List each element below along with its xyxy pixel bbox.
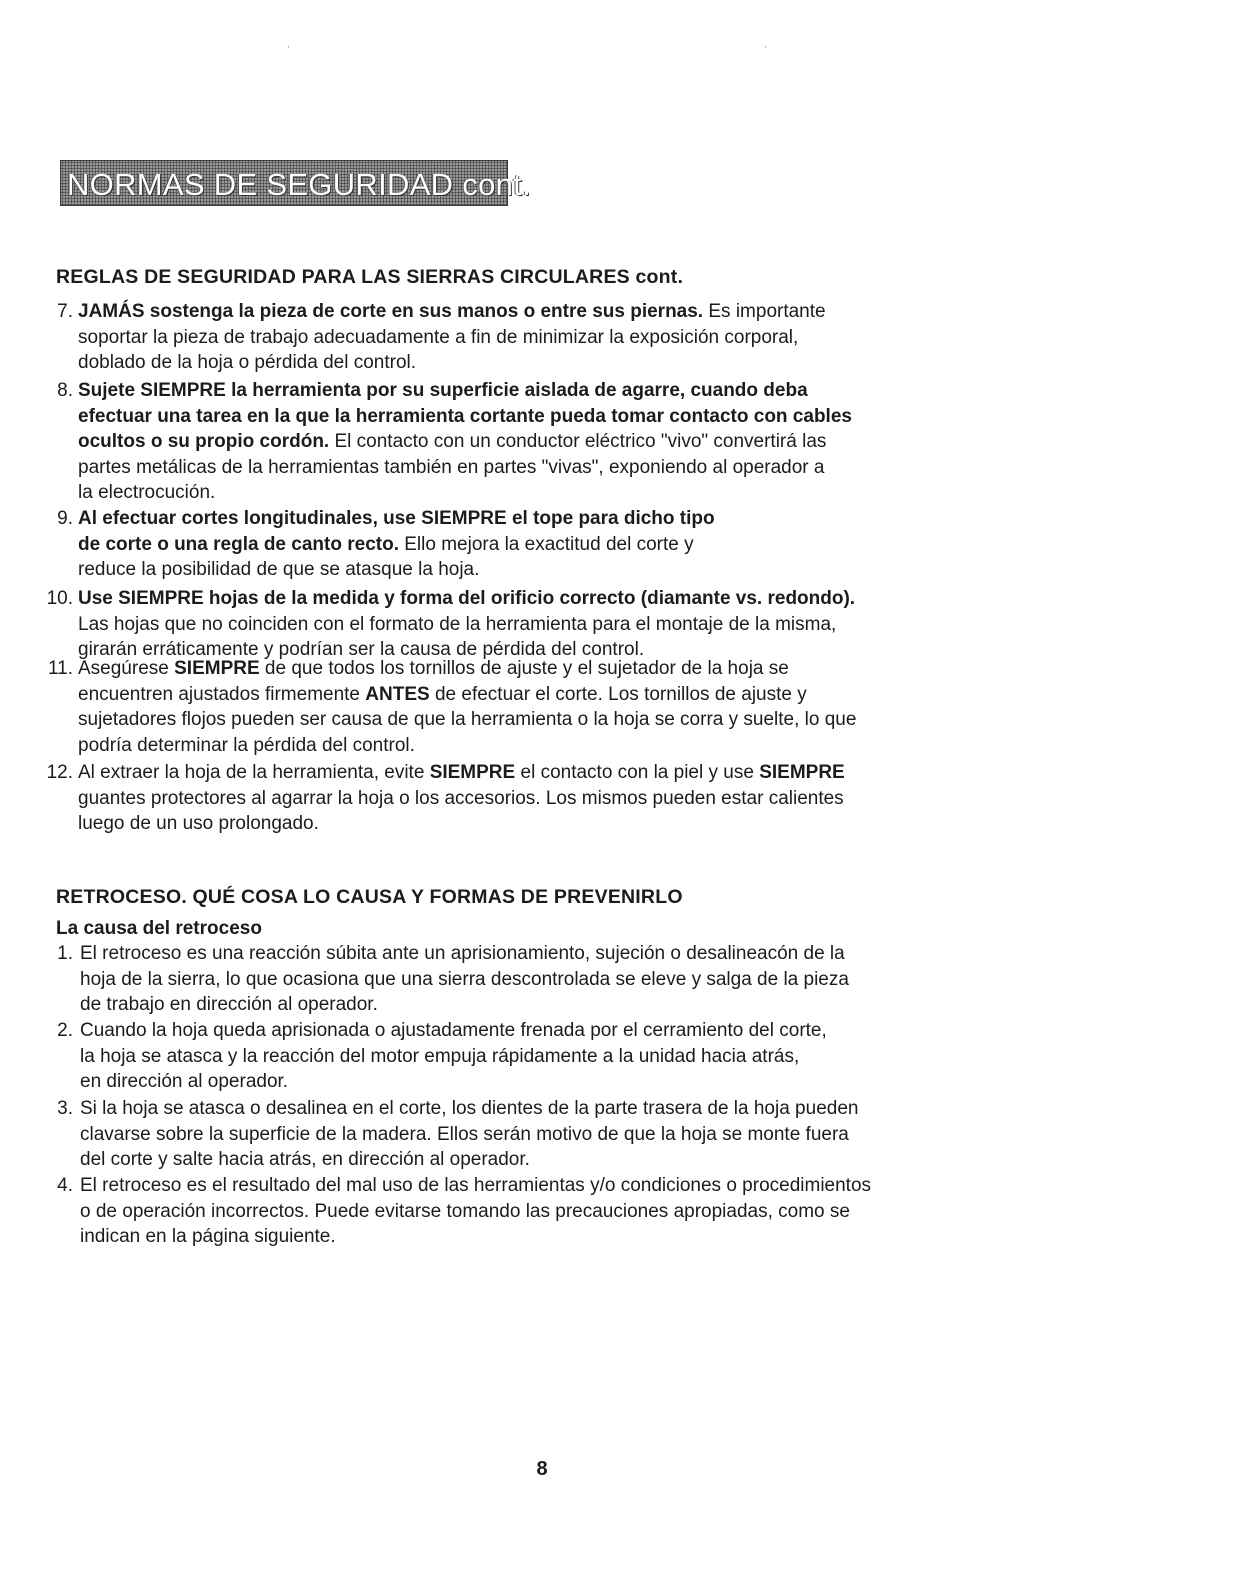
list-item bbox=[0, 760, 1020, 837]
text-run: luego de un uso prolongado. bbox=[78, 813, 319, 835]
text-run: la hoja se atasca y la reacción del motor empuja rápidamente a la unidad hacia atrás, bbox=[80, 1045, 800, 1067]
text-run: encuentren ajustados firmemente bbox=[78, 683, 366, 705]
item-line bbox=[78, 429, 1020, 455]
list-item bbox=[0, 506, 1020, 583]
item-line bbox=[78, 733, 1020, 759]
list-item bbox=[0, 1018, 1020, 1095]
section-heading-saw-rules: REGLAS DE SEGURIDAD PARA LAS SIERRAS CIRCULARES cont. bbox=[56, 266, 684, 288]
item-line bbox=[78, 350, 1020, 376]
item-line bbox=[78, 707, 1020, 733]
text-run: de que todos los tornillos de ajuste y el sujetador de la hoja se bbox=[259, 658, 789, 679]
item-number: 7. bbox=[57, 301, 73, 322]
section-banner bbox=[60, 160, 531, 206]
item-number: 10. bbox=[46, 588, 73, 609]
item-line bbox=[78, 557, 1020, 583]
text-run: Cuando la hoja queda aprisionada o ajustadamente frenada por el cerramiento del corte, bbox=[80, 1020, 827, 1041]
text-run: Ello mejora la exactitud del corte y bbox=[398, 533, 694, 555]
item-number: 8. bbox=[57, 380, 73, 401]
item-number: 9. bbox=[57, 508, 73, 529]
text-run: sujetadores flojos pueden ser causa de que la herramienta o la hoja se corra y suelte, lo que bbox=[78, 709, 857, 731]
section-heading-kickback: RETROCESO. QUÉ COSA LO CAUSA Y FORMAS DE PREVENIRLO bbox=[56, 886, 683, 908]
text-run: Es importante bbox=[703, 301, 826, 322]
item-line bbox=[80, 1069, 1020, 1095]
kickback-cause-subheading: La causa del retroceso bbox=[56, 918, 262, 939]
text-run: El retroceso es el resultado del mal uso de las herramientas y/o condiciones o procedimientos bbox=[80, 1175, 872, 1196]
scan-speck: ⋅ bbox=[764, 42, 767, 52]
item-line bbox=[80, 1122, 1020, 1148]
text-run: girarán erráticamente y podrían ser la causa de pérdida del control. bbox=[78, 639, 645, 661]
text-run: guantes protectores al agarrar la hoja o los accesorios. Los mismos pueden estar calientes bbox=[78, 787, 844, 809]
list-item bbox=[0, 586, 1020, 663]
item-line bbox=[78, 325, 1020, 351]
bold-text: Sujete SIEMPRE la herramienta por su superficie aislada de agarre, cuando deba bbox=[78, 380, 808, 401]
item-line bbox=[80, 1173, 1020, 1199]
list-item bbox=[0, 378, 1020, 506]
item-number: 2. bbox=[57, 1020, 73, 1041]
text-run: Al extraer la hoja de la herramienta, evite bbox=[78, 762, 430, 783]
text-run: doblado de la hoja o pérdida del control. bbox=[78, 352, 417, 374]
item-line bbox=[78, 378, 1020, 404]
text-run: de trabajo en dirección al operador. bbox=[80, 994, 378, 1016]
text-run: podría determinar la pérdida del control. bbox=[78, 734, 415, 756]
item-number: 3. bbox=[57, 1098, 73, 1119]
list-item bbox=[0, 1173, 1020, 1250]
list-item bbox=[0, 941, 1020, 1018]
bold-text: JAMÁS sostenga la pieza de corte en sus manos o entre sus piernas. bbox=[78, 301, 704, 322]
item-line bbox=[78, 760, 1020, 786]
list-item bbox=[0, 1096, 1020, 1173]
item-number: 1. bbox=[57, 943, 73, 964]
text-run: la electrocución. bbox=[78, 482, 216, 504]
item-line bbox=[78, 404, 1020, 430]
list-item bbox=[0, 656, 1020, 758]
item-line bbox=[78, 532, 1020, 558]
bold-text: SIEMPRE bbox=[759, 762, 845, 783]
bold-text: Al efectuar cortes longitudinales, use SIEMPRE el tope para dicho tipo bbox=[78, 508, 715, 529]
bold-text: efectuar una tarea en la que la herramienta cortante pueda tomar contacto con cables bbox=[78, 405, 852, 427]
item-line bbox=[78, 480, 1020, 506]
text-run: en dirección al operador. bbox=[80, 1071, 289, 1093]
item-line bbox=[78, 586, 1020, 612]
item-line bbox=[78, 506, 1020, 532]
item-line bbox=[78, 455, 1020, 481]
item-line bbox=[80, 1044, 1020, 1070]
text-run: partes metálicas de la herramientas también en partes "vivas", exponiendo al operador a bbox=[78, 456, 825, 478]
text-run: indican en la página siguiente. bbox=[80, 1226, 336, 1248]
text-run: reduce la posibilidad de que se atasque la hoja. bbox=[78, 559, 480, 581]
item-line bbox=[78, 656, 1020, 682]
banner-title: NORMAS DE SEGURIDAD cont. bbox=[67, 167, 531, 202]
text-run: Si la hoja se atasca o desalinea en el corte, los dientes de la parte trasera de la hoja pueden bbox=[80, 1098, 859, 1119]
bold-text: ocultos o su propio cordón. bbox=[78, 431, 330, 453]
bold-text: ANTES bbox=[365, 683, 430, 705]
bold-text: Use SIEMPRE hojas de la medida y forma del orificio correcto (diamante vs. redondo). bbox=[78, 588, 856, 609]
item-number: 11. bbox=[47, 658, 73, 679]
item-line bbox=[80, 967, 1020, 993]
item-line bbox=[78, 811, 1020, 837]
scan-speck: ⋅ bbox=[287, 42, 290, 52]
item-line bbox=[80, 1199, 1020, 1225]
item-line bbox=[80, 1224, 1020, 1250]
bold-text: SIEMPRE bbox=[174, 658, 260, 679]
text-run: el contacto con la piel y use bbox=[515, 762, 760, 783]
page-number: 8 bbox=[536, 1458, 548, 1480]
text-run: El retroceso es una reacción súbita ante un aprisionamiento, sujeción o desalineacón de la bbox=[80, 943, 845, 964]
text-run: de efectuar el corte. Los tornillos de ajuste y bbox=[429, 683, 807, 705]
item-line bbox=[80, 992, 1020, 1018]
text-run: Asegúrese bbox=[78, 658, 175, 679]
text-run: del corte y salte hacia atrás, en dirección al operador. bbox=[80, 1149, 530, 1171]
item-number: 4. bbox=[57, 1175, 73, 1196]
item-line bbox=[80, 1147, 1020, 1173]
item-line bbox=[78, 786, 1020, 812]
item-line bbox=[78, 299, 1020, 325]
text-run: clavarse sobre la superficie de la madera. Ellos serán motivo de que la hoja se monte fuera bbox=[80, 1123, 849, 1145]
text-run: soportar la pieza de trabajo adecuadamente a fin de minimizar la exposición corporal, bbox=[78, 326, 799, 348]
text-run: Las hojas que no coinciden con el formato de la herramienta para el montaje de la misma, bbox=[78, 613, 837, 635]
item-line bbox=[80, 1018, 1020, 1044]
item-number: 12. bbox=[46, 762, 73, 783]
item-line bbox=[80, 941, 1020, 967]
item-line bbox=[78, 682, 1020, 708]
bold-text: SIEMPRE bbox=[429, 762, 516, 783]
item-line bbox=[78, 612, 1020, 638]
text-run: hoja de la sierra, lo que ocasiona que una sierra descontrolada se eleve y salga de la pieza bbox=[80, 968, 849, 990]
list-item bbox=[0, 299, 1020, 376]
bold-text: de corte o una regla de canto recto. bbox=[78, 533, 399, 555]
text-run: El contacto con un conductor eléctrico "vivo" convertirá las bbox=[329, 431, 827, 453]
text-run: o de operación incorrectos. Puede evitarse tomando las precauciones apropiadas, como se bbox=[80, 1200, 850, 1222]
item-line bbox=[80, 1096, 1020, 1122]
